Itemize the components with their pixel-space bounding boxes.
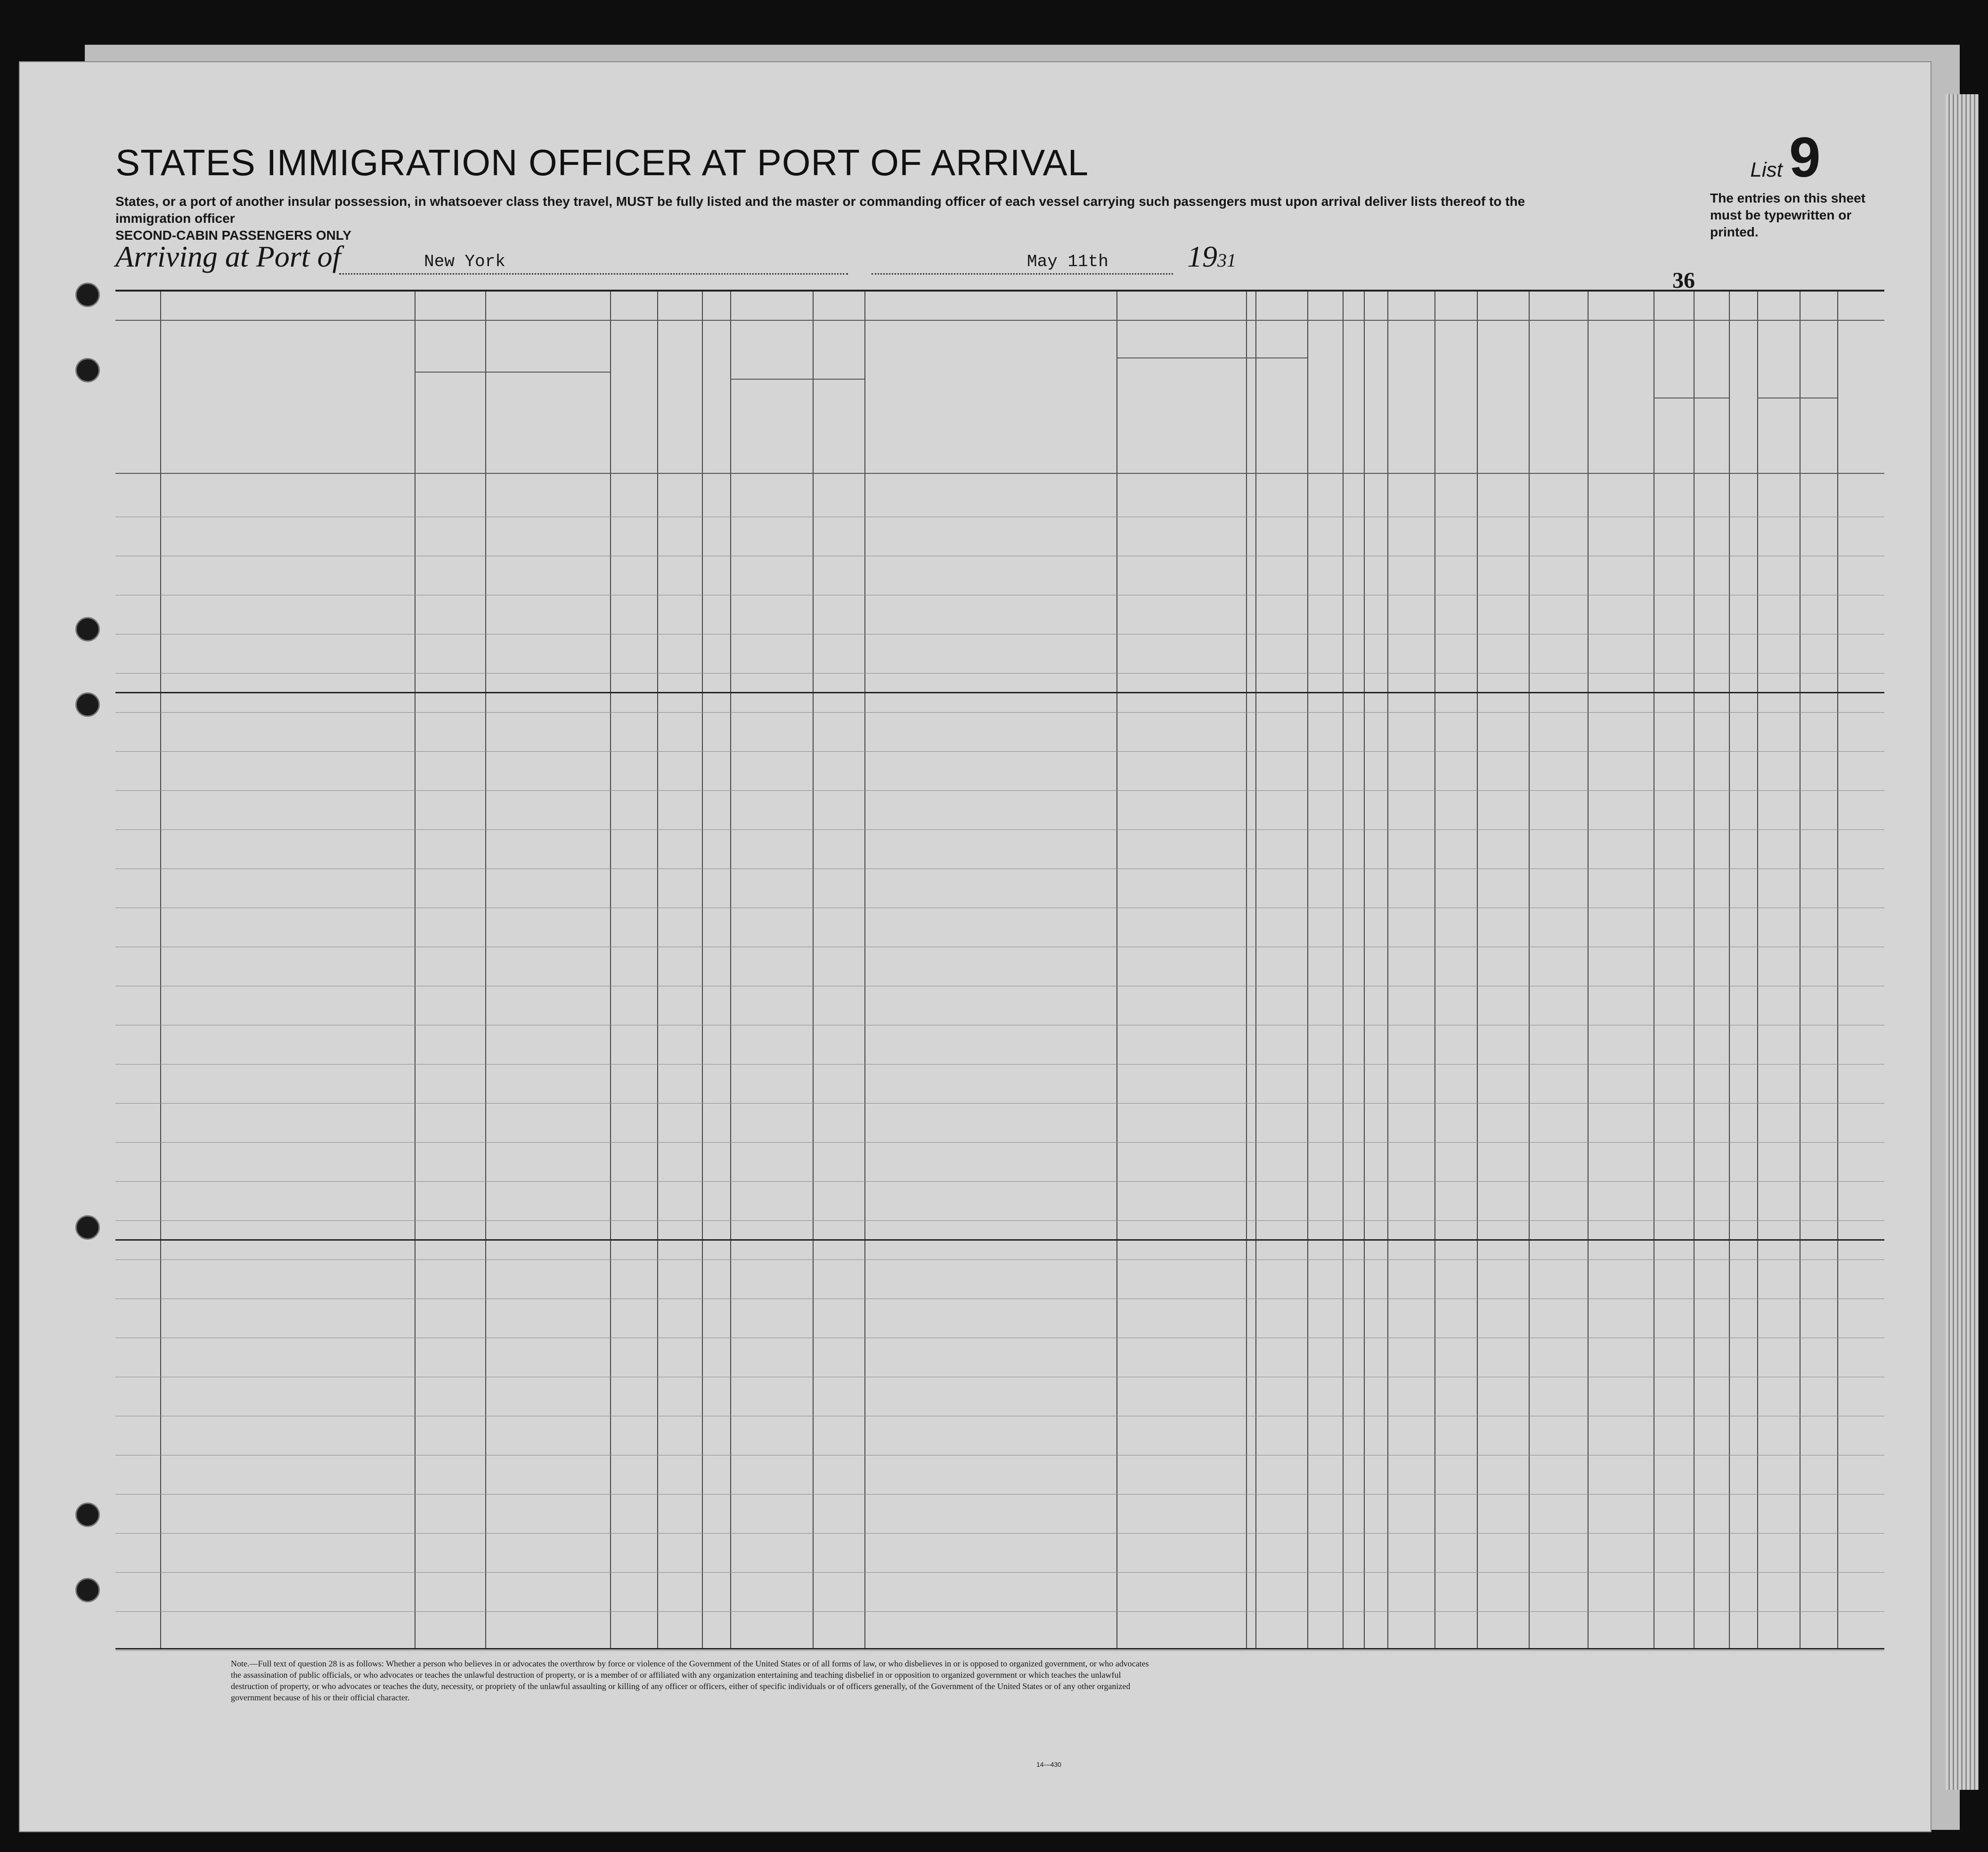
table-row-line xyxy=(115,1611,1884,1612)
column-divider xyxy=(1800,292,1801,1648)
table-row-line xyxy=(115,1533,1884,1534)
column-divider xyxy=(1343,292,1344,1648)
year-suffix: 31 xyxy=(1217,250,1236,271)
column-divider xyxy=(610,292,611,1648)
column-divider xyxy=(813,292,814,1648)
table-row-line xyxy=(115,751,1884,752)
header-bottom-rule xyxy=(115,473,1884,474)
before-rule xyxy=(730,379,864,380)
table-row-line xyxy=(115,673,1884,674)
column-number-rule xyxy=(115,320,1884,321)
table-row-line xyxy=(115,1650,1884,1651)
table-row-line xyxy=(115,712,1884,713)
column-divider xyxy=(1116,292,1117,1648)
column-divider xyxy=(1837,292,1838,1648)
column-divider xyxy=(1255,292,1256,1648)
binder-hole xyxy=(75,1215,100,1240)
intro-line-1: States, or a port of another insular possession, in whatsoever class they travel, MUST be fully listed and the master or commanding officer of each vessel carrying such passengers must upon arrival deliver lists thereof to the immigration officer xyxy=(115,194,1525,226)
intro-line-2: SECOND-CABIN PASSENGERS ONLY xyxy=(115,228,351,243)
stacked-page-edges xyxy=(1946,94,1979,1790)
final-destination-rule xyxy=(415,372,610,373)
table-row-line xyxy=(115,829,1884,830)
table-row-line xyxy=(115,1572,1884,1573)
column-divider xyxy=(1588,292,1589,1648)
column-divider xyxy=(1307,292,1308,1648)
table-row-line xyxy=(115,1259,1884,1260)
column-divider xyxy=(1529,292,1530,1648)
binder-hole xyxy=(75,358,100,382)
list-number: 9 xyxy=(1789,126,1821,189)
arrival-port: New York xyxy=(424,252,505,271)
column-divider xyxy=(864,292,865,1648)
binder-hole xyxy=(75,617,100,642)
form-code: 14—430 xyxy=(1036,1761,1061,1768)
column-divider xyxy=(415,292,416,1648)
port-dotted-line xyxy=(339,273,848,275)
date-dotted-line xyxy=(872,273,1173,275)
column-divider xyxy=(1729,292,1730,1648)
column-divider xyxy=(160,292,161,1648)
footnote: Note.—Full text of question 28 is as follows: Whether a person who believes in or advocates the overthrow by force or violence of the Government of the United States or of all forms of law, or who disbelieves in or is opposed to organized government, or who advocates the assassination of public officials, or who advocates or teaches the unlawful destruction of property, or is a member of or affiliated with any organization entertaining and teaching disbelief in or opposition to organized government or which teaches the unlawful destruction of property, or who advocates or teaches the duty, necessity, or propriety of the unlawful assaulting or killing of any officer or officers, either of specific individuals or of officers generally, of the Government of the United States or of any other organized government because of his or their official character. xyxy=(231,1659,1149,1702)
column-divider xyxy=(1694,292,1695,1648)
column-divider xyxy=(1757,292,1758,1648)
column-divider xyxy=(1387,292,1388,1648)
column-divider xyxy=(1434,292,1435,1648)
table-row-line xyxy=(115,1103,1884,1104)
column-divider xyxy=(657,292,658,1648)
column-divider xyxy=(485,292,486,1648)
table-row-line xyxy=(115,1142,1884,1143)
table-row-line xyxy=(115,1181,1884,1182)
intro-text xyxy=(115,193,1566,244)
page-title: STATES IMMIGRATION OFFICER AT PORT OF ARRIVAL xyxy=(115,142,1089,183)
column-divider xyxy=(1364,292,1365,1648)
binder-hole xyxy=(75,692,100,717)
manifest-table xyxy=(115,290,1884,1649)
struck-row-line xyxy=(115,1239,1884,1241)
table-row-line xyxy=(115,790,1884,791)
sheet-number: 36 xyxy=(1672,268,1695,293)
arrival-date: May 11th xyxy=(1027,252,1108,271)
table-row-line xyxy=(115,1220,1884,1221)
arriving-label: Arriving at Port of xyxy=(115,240,341,273)
binder-hole xyxy=(75,283,100,307)
binder-hole xyxy=(75,1503,100,1527)
table-row-line xyxy=(115,1494,1884,1495)
column-divider xyxy=(1477,292,1478,1648)
column-divider xyxy=(730,292,731,1648)
year-prefix: 19 xyxy=(1187,240,1217,273)
binder-hole xyxy=(75,1578,100,1602)
list-label: List xyxy=(1750,158,1783,181)
arrival-year xyxy=(1187,239,1236,274)
column-divider xyxy=(702,292,703,1648)
struck-row-line xyxy=(115,692,1884,693)
list-number-box xyxy=(1687,125,1884,241)
column-divider xyxy=(1246,292,1247,1648)
purpose-rule xyxy=(1116,357,1307,358)
list-note: The entries on this sheet must be typewritten or printed. xyxy=(1710,191,1866,239)
